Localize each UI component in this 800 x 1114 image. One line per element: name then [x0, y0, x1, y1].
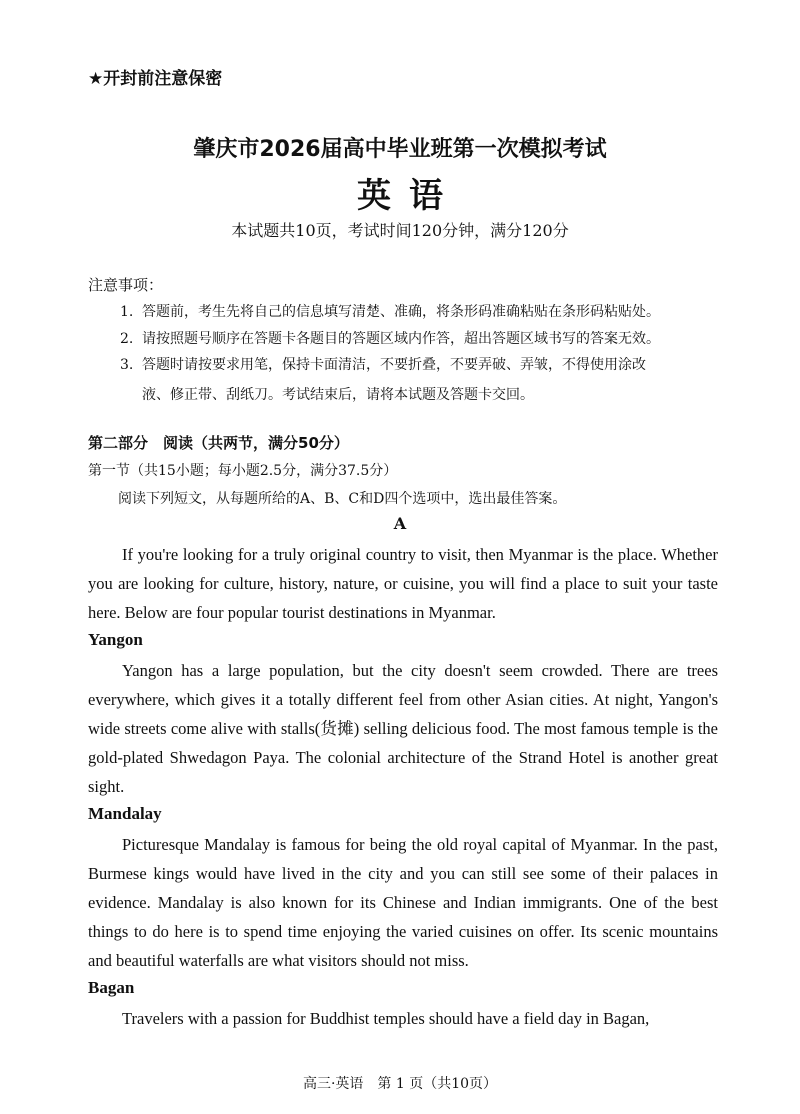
notice-item	[120, 325, 730, 354]
notice-item-number: 1.	[120, 304, 134, 320]
exam-title: 肇庆市2026届高中毕业班第一次模拟考试	[193, 137, 607, 162]
notice-item-text: 答题时请按要求用笔，保持卡面清洁，不要折叠，不要弄破、弄皱，不得使用涂改	[142, 357, 646, 373]
page-footer: 高三·英语 第 1 页（共10页）	[302, 1076, 498, 1092]
confidential-notice: ★开封前注意保密	[88, 69, 223, 89]
notice-item-text: 请按照题号顺序在答题卡各题目的答题区域内作答，超出答题区域书写的答案无效。	[142, 331, 660, 347]
intro-paragraph: If you're looking for a truly original country to visit, then Myanmar is the place. Whether you are looking for culture, history, nature, or cuisine, you will find a place to suit your taste here. Below are four popular tourist destinations in Myanmar.	[88, 545, 718, 622]
notice-title: 注意事项：	[88, 276, 164, 294]
mandalay-paragraph: Picturesque Mandalay is famous for being the old royal capital of Myanmar. In the past, Burmese kings would have lived in the city and you can still see some of their palaces in evidence. Mandalay is also known for its Chinese and Indian immigrants. One of the best things to do here is to spend time enjoying the varied cuisines on offer. Its scenic mountains and beautiful waterfalls are what visitors should not miss.	[88, 835, 718, 970]
notice-item-number: 2.	[120, 331, 134, 347]
notice-item-text: 答题前，考生先将自己的信息填写清楚、准确，将条形码准确粘贴在条形码粘贴处。	[142, 304, 660, 320]
exam-info: 本试题共10页，考试时间120分钟，满分120分	[231, 221, 569, 240]
mandalay-heading: Mandalay	[88, 804, 162, 823]
bagan-paragraph: Travelers with a passion for Buddhist temples should have a field day in Bagan,	[122, 1009, 650, 1028]
subject-title: 英语	[357, 176, 461, 216]
notice-item	[120, 298, 730, 327]
section-title: 第一节（共15小题；每小题2.5分，满分37.5分）	[88, 463, 398, 479]
part-title: 第二部分 阅读（共两节，满分50分）	[88, 434, 349, 452]
yangon-heading: Yangon	[88, 630, 143, 649]
instruction: 阅读下列短文，从每题所给的A、B、C和D四个选项中，选出最佳答案。	[118, 491, 567, 507]
yangon-paragraph: Yangon has a large population, but the city doesn't seem crowded. There are trees everywhere, which gives it a totally different feel from other Asian cities. At night, Yangon's wide streets come alive with stalls(货摊) selling delicious food. The most famous temple is the gold-plated Shwedagon Paya. The colonial architecture of the Strand Hotel is another great sight.	[88, 661, 718, 796]
notice-item-continuation: 液、修正带、刮纸刀。考试结束后，请将本试题及答题卡交回。	[142, 387, 534, 403]
bagan-heading: Bagan	[88, 978, 135, 997]
notice-item	[120, 351, 730, 380]
passage-label: A	[393, 514, 407, 533]
notice-item-number: 3.	[120, 357, 134, 373]
